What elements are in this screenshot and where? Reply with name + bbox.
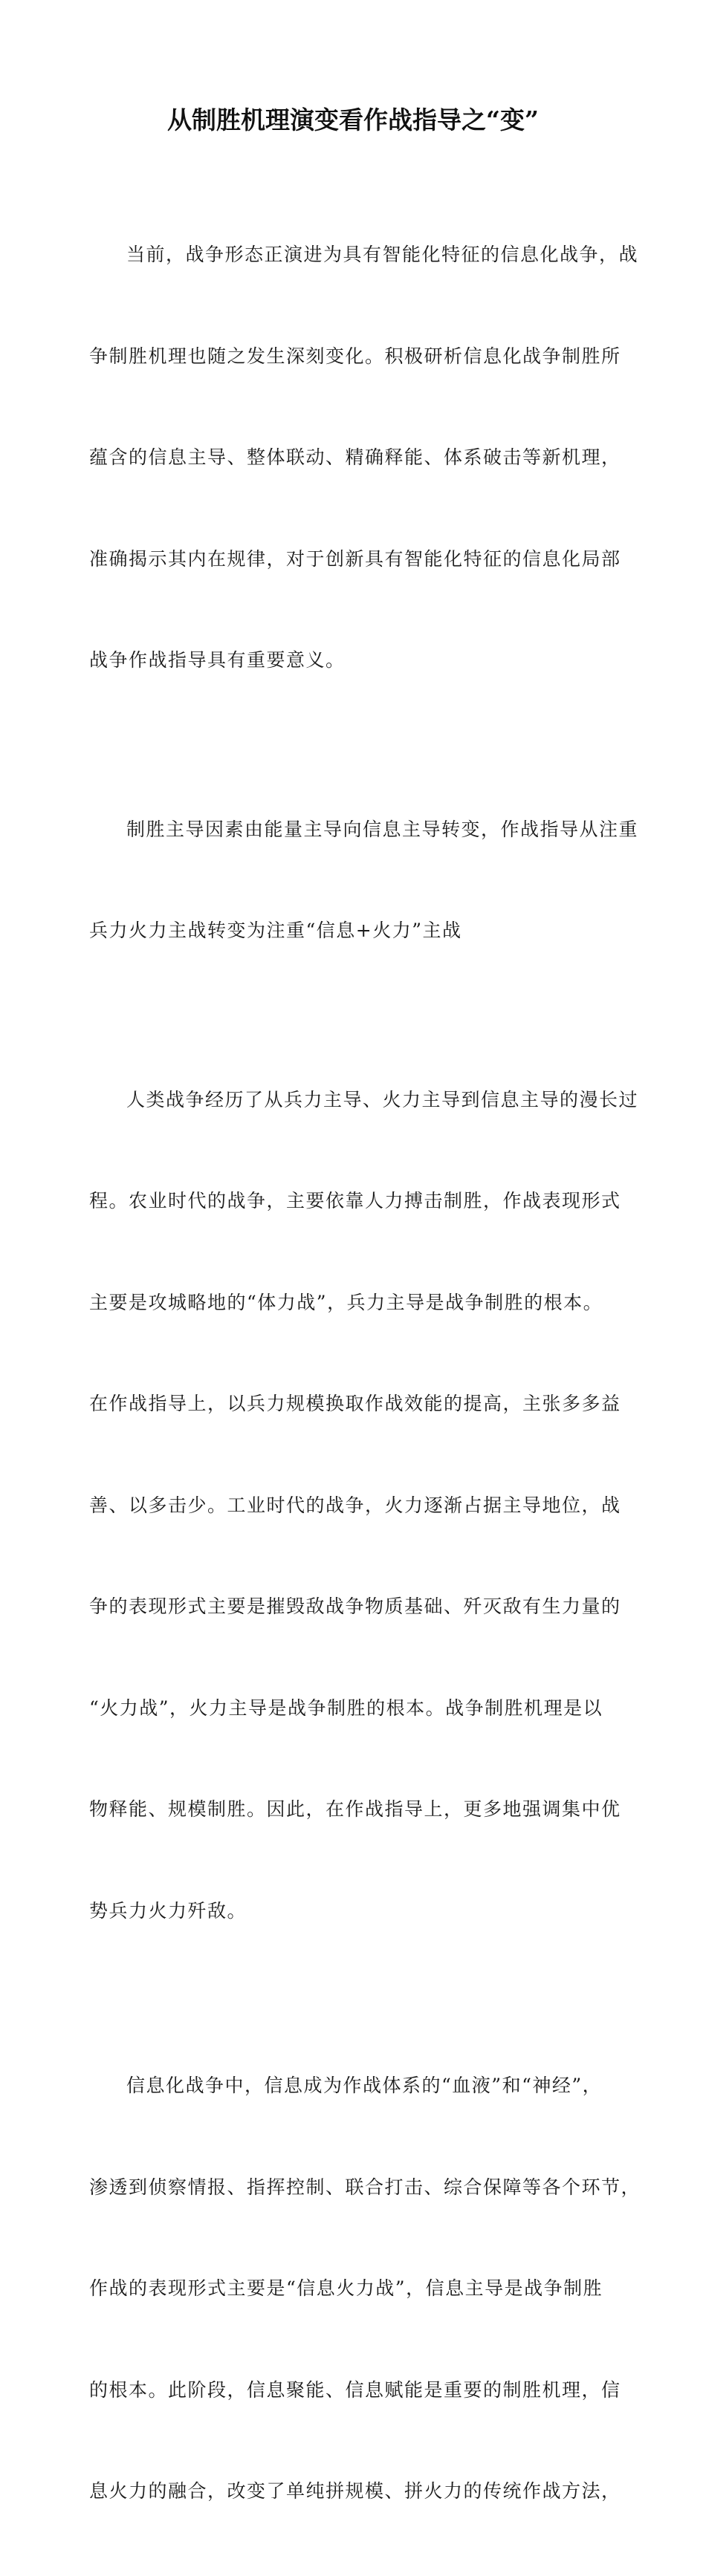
- text-line: 渗透到侦察情报、指挥控制、联合打击、综合保障等各个环节，: [89, 2176, 641, 2198]
- text-line: 作战的表现形式主要是“信息火力战”，信息主导是战争制胜: [89, 2277, 603, 2299]
- text-line: 主要是攻城略地的“体力战”，兵力主导是战争制胜的根本。: [89, 1291, 603, 1313]
- paragraph-history: [89, 1015, 639, 1996]
- paragraph-subheading: [89, 745, 639, 1015]
- document-body: [89, 170, 641, 2576]
- text-line: 物释能、规模制胜。因此，在作战指导上，更多地强调集中优: [89, 1798, 621, 1820]
- text-line: 准确揭示其内在规律，对于创新具有智能化特征的信息化局部: [89, 547, 621, 570]
- text-line: 的根本。此阶段，信息聚能、信息赋能是重要的制胜机理，信: [89, 2378, 621, 2401]
- text-line: 息火力的融合，改变了单纯拼规模、拼火力的传统作战方法，: [89, 2480, 621, 2502]
- text-line: 在作战指导上，以兵力规模换取作战效能的提高，主张多多益: [89, 1393, 621, 1414]
- text-line: 人类战争经历了从兵力主导、火力主导到信息主导的漫长过: [126, 1088, 639, 1110]
- text-line: 势兵力火力歼敌。: [89, 1899, 247, 1922]
- text-line: 争的表现形式主要是摧毁敌战争物质基础、歼灭敌有生力量的: [89, 1596, 621, 1617]
- text-line: 兵力火力主战转变为注重“信息+火力”主战: [89, 920, 462, 941]
- text-line: 善、以多击少。工业时代的战争，火力逐渐占据主导地位，战: [89, 1494, 621, 1516]
- text-line: 战争作战指导具有重要意义。: [89, 649, 346, 671]
- text-line: 制胜主导因素由能量主导向信息主导转变，作战指导从注重: [126, 818, 639, 840]
- text-line: 蕴含的信息主导、整体联动、精确释能、体系破击等新机理，: [89, 446, 621, 468]
- text-line: 争制胜机理也随之发生深刻变化。积极研析信息化战争制胜所: [89, 345, 621, 367]
- text-line: 当前，战争形态正演进为具有智能化特征的信息化战争，战: [126, 244, 639, 265]
- paragraph-intro: [89, 170, 639, 745]
- document-title: 从制胜机理演变看作战指导之“变”: [167, 105, 539, 134]
- text-line: 信息化战争中，信息成为作战体系的“血液”和“神经”，: [126, 2075, 603, 2096]
- text-line: “火力战”，火力主导是战争制胜的根本。战争制胜机理是以: [89, 1697, 603, 1719]
- text-line: 程。农业时代的战争，主要依靠人力搏击制胜，作战表现形式: [89, 1190, 621, 1211]
- paragraph-information-warfare: [89, 2001, 641, 2576]
